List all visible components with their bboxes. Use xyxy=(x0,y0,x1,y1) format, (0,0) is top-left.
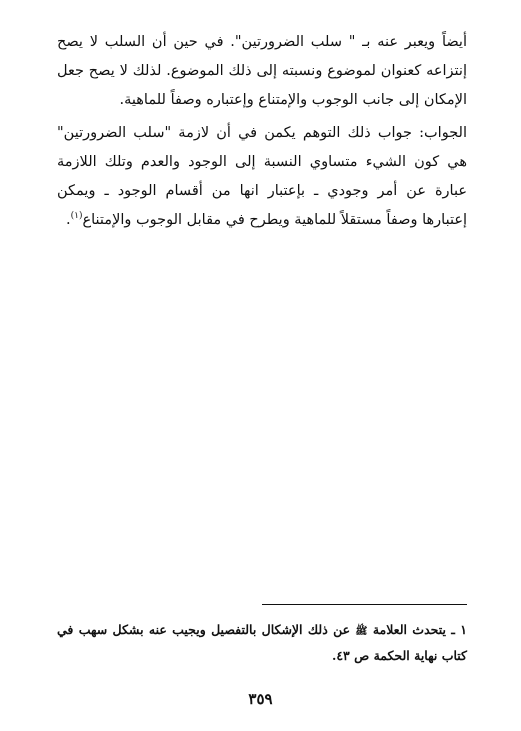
paragraph-2-text: الجواب: جواب ذلك التوهم يكمن في أن لازمة "سلب الضرورتين" هي كون الشيء متساوي النسبة إلى الوجود والعدم وتلك اللازمة عبارة عن أمر وجودي ـ بإعتبار انها من أقسام الوجود ـ ويمكن إعتبارها وصفاً مستقلاً للماهية ويطرح في مقابل الوجوب والإمتناع xyxy=(57,125,467,228)
main-text xyxy=(57,28,467,235)
footnote-reference: (١) xyxy=(70,211,83,222)
paragraph-1-text: أيضاً ويعبر عنه بـ " سلب الضرورتين". في حين أن السلب لا يصح إنتزاعه كعنوان لموضوع ونسبته إلى ذلك الموضوع. لذلك لا يصح جعل الإمكان إلى جانب الوجوب والإمتناع وإعتباره وصفاً للماهية. xyxy=(57,34,467,108)
page-number: ٣٥٩ xyxy=(248,690,273,708)
footnote-text-start: ١ ـ يتحدث العلامة xyxy=(372,622,467,637)
paragraph-2 xyxy=(57,119,467,235)
footnote xyxy=(57,618,467,668)
honorific-symbol: ﷺ xyxy=(355,626,368,637)
footnote-divider xyxy=(262,604,467,605)
paragraph-2-end: . xyxy=(66,212,71,228)
footnote-text-end: عن ذلك الإشكال بالتفصيل ويجيب عنه بشكل سهب في كتاب نهاية الحكمة ص ٤٣. xyxy=(57,622,467,663)
paragraph-1 xyxy=(57,28,467,115)
